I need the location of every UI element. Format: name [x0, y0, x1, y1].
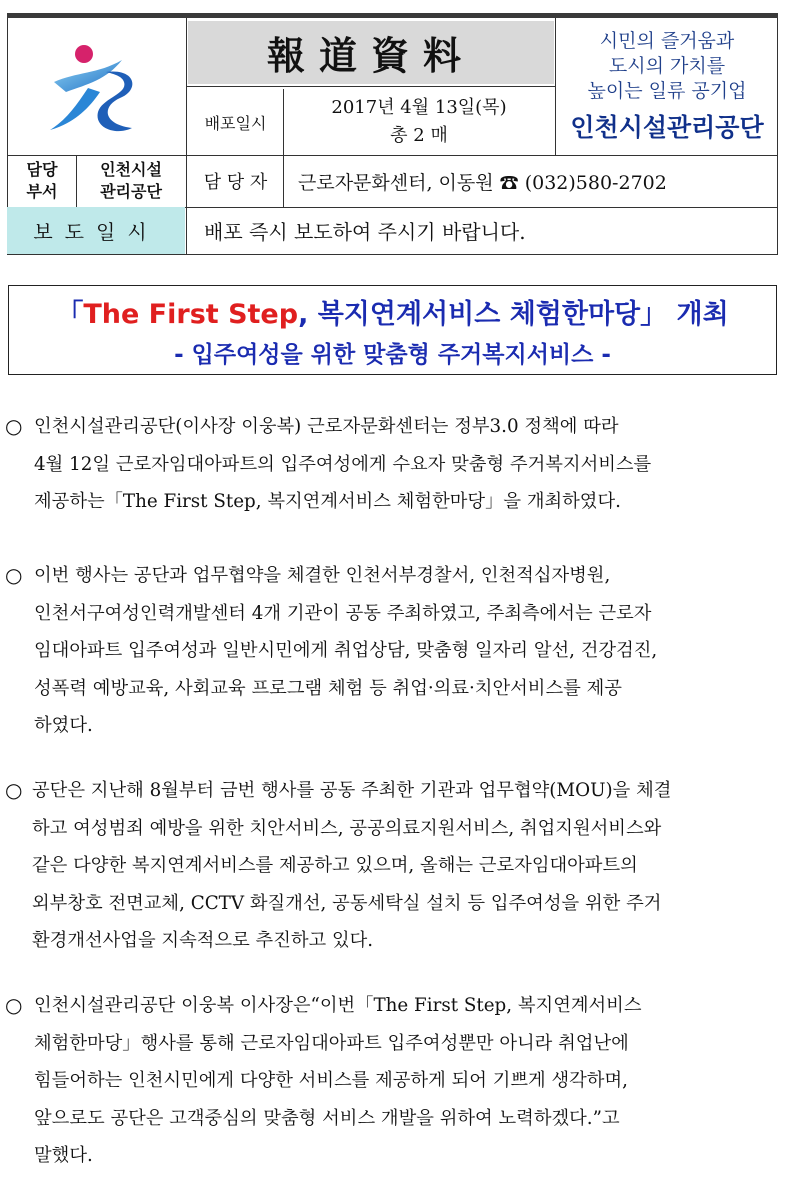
- department-label-line: 담당: [26, 160, 58, 179]
- slogan-line: 시민의 즐거움과: [599, 30, 735, 52]
- paragraph-1: [0, 408, 790, 521]
- grid-line: [7, 254, 778, 255]
- department-value-line: 인천시설: [100, 160, 162, 179]
- release-date-label: 배포일시: [204, 113, 267, 133]
- department-value-line: 관리공단: [100, 182, 162, 201]
- slogan-line: 도시의 가치를: [608, 55, 726, 77]
- date-text: 2017년 4월 13일(목): [331, 97, 507, 118]
- grid-line: [186, 18, 187, 255]
- department-label-line: 부서: [26, 182, 58, 201]
- page-count: 총 2 매: [390, 125, 448, 146]
- bullet-icon: ○: [5, 778, 23, 802]
- bullet-icon: ○: [5, 414, 23, 438]
- release-time-label: 보도일시: [7, 207, 185, 254]
- paragraph-line: 환경개선사업을 지속적으로 추진하고 있다.: [32, 930, 374, 951]
- headline-subtitle: - 입주여성을 위한 맞춤형 주거복지서비스 -: [174, 342, 611, 368]
- headline-title: [9, 292, 776, 331]
- headline-bracket: 「: [56, 299, 84, 330]
- org-name: 인천시설관리공단: [570, 113, 764, 142]
- paragraph-line: 인천시설관리공단 이웅복 이사장은“이번「The First Step, 복지연계서비스: [34, 995, 642, 1016]
- paragraph-line: 인천서구여성인력개발센터 4개 기관이 공동 주최하였고, 주최측에서는 근로자: [34, 602, 652, 624]
- paragraph-line: 하였다.: [34, 715, 93, 736]
- department-label: [7, 155, 77, 207]
- logo-icon: [36, 32, 156, 142]
- paragraph-4: [0, 987, 790, 1175]
- paragraph-line: 앞으로도 공단은 고객중심의 맞춤형 서비스 개발을 위하여 노력하겠다.”고: [34, 1107, 620, 1129]
- press-release-header: [7, 13, 778, 255]
- release-date-value: [284, 89, 554, 155]
- paragraph-line: 임대아파트 입주여성과 일반시민에게 취업상담, 맞춤형 일자리 알선, 건강검진,: [34, 640, 658, 661]
- paragraph-line: 공단은 지난해 8월부터 금번 행사를 공동 주최한 기관과 업무협약(MOU)을 체결: [32, 780, 672, 801]
- department-value: [77, 155, 185, 207]
- paragraph-line: 이번 행사는 공단과 업무협약을 체결한 인천서부경찰서, 인천적십자병원,: [34, 565, 611, 586]
- headline-event-name: The First Step: [83, 299, 299, 330]
- release-time-value: 배포 즉시 보도하여 주시기 바랍니다.: [204, 220, 526, 244]
- paragraph-line: 체험한마당」행사를 통해 근로자임대아파트 입주여성뿐만 아니라 취업난에: [34, 1032, 629, 1054]
- paragraph-3: [0, 772, 790, 960]
- paragraph-line: 힘들어하는 인천시민에게 다양한 서비스를 제공하게 되어 기쁘게 생각하며,: [34, 1070, 628, 1091]
- org-slogan: [556, 18, 778, 155]
- paragraph-line: 인천시설관리공단(이사장 이웅복) 근로자문화센터는 정부3.0 정책에 따라: [34, 416, 619, 437]
- document-title: 報道資料: [188, 21, 554, 84]
- contact-label: 담 당 자: [203, 172, 268, 193]
- paragraph-line: 제공하는「The First Step, 복지연계서비스 체험한마당」을 개최하였다.: [34, 491, 621, 512]
- contact-value: 근로자문화센터, 이동원 ☎ (032)580-2702: [298, 171, 667, 194]
- headline-rest: , 복지연계서비스 체험한마당」 개최: [298, 299, 729, 330]
- bullet-icon: ○: [5, 993, 23, 1017]
- paragraph-2: [0, 557, 790, 745]
- paragraph-line: 같은 다양한 복지연계서비스를 제공하고 있으며, 올해는 근로자임대아파트의: [32, 855, 638, 876]
- headline-box: [8, 285, 777, 375]
- slogan-line: 높이는 일류 공기업: [587, 80, 747, 102]
- grid-line: [186, 86, 556, 87]
- paragraph-line: 성폭력 예방교육, 사회교육 프로그램 체험 등 취업·의료·치안서비스를 제공: [34, 677, 622, 699]
- organization-logo: [7, 18, 185, 155]
- paragraph-line: 외부창호 전면교체, CCTV 화질개선, 공동세탁실 설치 등 입주여성을 위한 주거: [32, 892, 662, 914]
- paragraph-line: 하고 여성범죄 예방을 위한 치안서비스, 공공의료지원서비스, 취업지원서비스와: [32, 817, 662, 839]
- bullet-icon: ○: [5, 563, 23, 587]
- paragraph-line: 말했다.: [34, 1145, 93, 1166]
- paragraph-line: 4월 12일 근로자임대아파트의 입주여성에게 수요자 맞춤형 주거복지서비스를: [34, 453, 652, 475]
